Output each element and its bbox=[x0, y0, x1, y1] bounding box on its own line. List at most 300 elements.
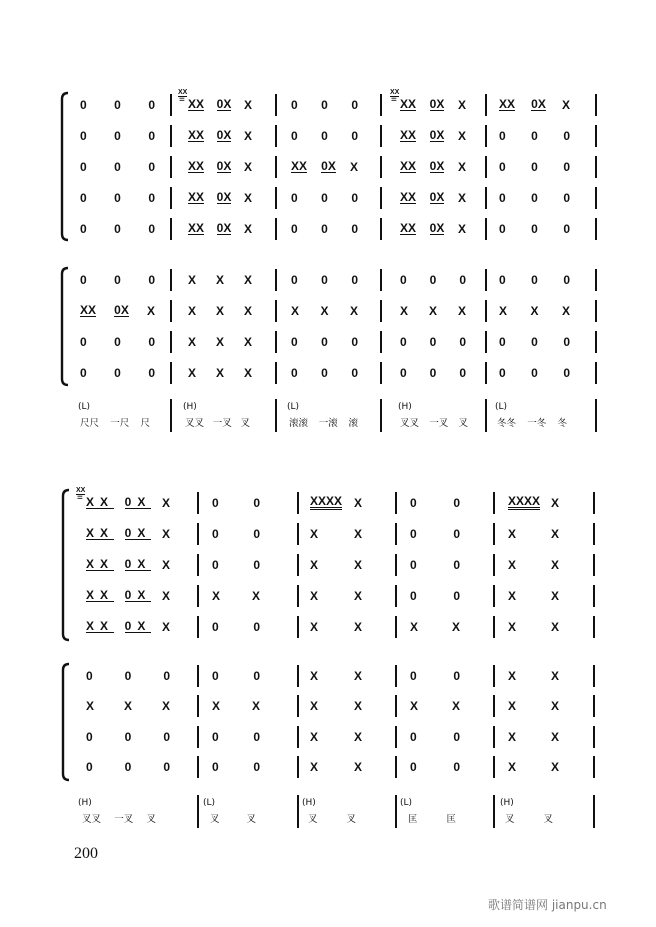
note-group: 0 bbox=[114, 272, 121, 287]
barline bbox=[297, 585, 299, 607]
note-group: 0 bbox=[114, 128, 121, 143]
note-group: X bbox=[353, 526, 362, 541]
barline bbox=[170, 331, 172, 353]
syllable: 一叉 bbox=[429, 418, 449, 429]
note-group: 0 bbox=[410, 759, 417, 774]
note-group: 0X bbox=[216, 190, 232, 204]
barline bbox=[595, 218, 597, 240]
barline bbox=[297, 554, 299, 576]
note-group: 0 bbox=[80, 159, 87, 174]
note-group: 0 bbox=[163, 729, 176, 744]
barline bbox=[485, 125, 487, 147]
note-group: 0 bbox=[80, 334, 87, 349]
note-group: XX bbox=[188, 221, 205, 235]
measure-cell bbox=[80, 303, 155, 319]
measure-cell bbox=[390, 89, 466, 113]
measure-cell bbox=[400, 221, 466, 237]
note-group: X bbox=[310, 668, 319, 683]
barline bbox=[197, 554, 199, 576]
note-group: 0 bbox=[114, 97, 121, 112]
barline bbox=[170, 399, 172, 432]
note-group: X bbox=[550, 759, 559, 774]
note-group: 0 bbox=[148, 159, 155, 174]
note-group: 0 bbox=[563, 128, 570, 143]
measure-cell bbox=[188, 365, 252, 381]
barline bbox=[395, 492, 397, 514]
system-bracket bbox=[62, 93, 68, 240]
note-group: 0 bbox=[321, 221, 328, 236]
measure-cell bbox=[178, 89, 252, 113]
note-group: 0 bbox=[80, 97, 87, 112]
measure-cell bbox=[80, 221, 155, 237]
measure-cell bbox=[508, 698, 559, 714]
syllable-line bbox=[505, 812, 553, 824]
note-group: 0 bbox=[453, 526, 460, 541]
note-group: XX bbox=[86, 495, 115, 509]
note-group: 0 bbox=[499, 365, 506, 380]
note-group: 0 bbox=[563, 190, 570, 205]
note-group: X bbox=[353, 495, 362, 510]
measure-cell bbox=[80, 97, 155, 113]
barline bbox=[197, 523, 199, 545]
note-group: 0 bbox=[212, 668, 219, 683]
barline bbox=[197, 695, 199, 717]
note-group: 0 bbox=[321, 334, 328, 349]
barline bbox=[485, 399, 487, 432]
barline bbox=[493, 756, 495, 778]
note-group: 0 bbox=[148, 365, 155, 380]
note-group: 0 bbox=[212, 557, 219, 572]
dynamic-mark: (L) bbox=[78, 402, 91, 412]
measure-cell bbox=[410, 759, 460, 775]
measure-cell bbox=[310, 698, 362, 714]
note-group: X bbox=[310, 729, 319, 744]
note-group: 0 bbox=[80, 128, 87, 143]
syllable: 尺尺 bbox=[80, 418, 100, 429]
syllable: 叉 bbox=[246, 814, 256, 825]
measure-cell bbox=[400, 128, 466, 144]
barline bbox=[275, 269, 277, 291]
barline bbox=[595, 125, 597, 147]
barline bbox=[170, 300, 172, 322]
note-group: X bbox=[457, 221, 466, 236]
barline bbox=[493, 665, 495, 687]
measure-cell bbox=[80, 365, 155, 381]
measure-cell bbox=[508, 729, 559, 745]
measure-cell bbox=[508, 526, 559, 542]
syllable: 叉 bbox=[505, 814, 515, 825]
note-group: X bbox=[508, 759, 517, 774]
barline bbox=[485, 187, 487, 209]
measure-cell bbox=[188, 221, 252, 237]
barline bbox=[275, 125, 277, 147]
measure-cell bbox=[410, 588, 460, 604]
syllable: 叉叉 bbox=[185, 418, 205, 429]
note-group: X bbox=[86, 698, 101, 713]
note-group: 0 bbox=[86, 729, 99, 744]
note-group: X bbox=[123, 698, 138, 713]
barline bbox=[170, 269, 172, 291]
note-group: X bbox=[188, 272, 197, 287]
note-group: 0 bbox=[148, 190, 155, 205]
barline bbox=[593, 523, 595, 545]
measure-cell bbox=[508, 759, 559, 775]
barline bbox=[593, 795, 595, 828]
note-group: XX bbox=[80, 303, 97, 317]
note-group: X bbox=[353, 729, 362, 744]
note-group: 0 bbox=[351, 272, 358, 287]
syllable: 滚 bbox=[348, 418, 358, 429]
measure-cell bbox=[508, 619, 559, 635]
system-bracket bbox=[62, 268, 68, 385]
note-group: X bbox=[550, 495, 559, 510]
barline bbox=[593, 554, 595, 576]
measure-cell bbox=[310, 619, 362, 635]
note-group: XX bbox=[400, 190, 417, 204]
note-group: X bbox=[310, 588, 319, 603]
note-group: X bbox=[550, 698, 559, 713]
note-group: X bbox=[251, 588, 260, 603]
site-watermark: 歌谱简谱网 jianpu.cn bbox=[488, 898, 607, 912]
note-group: 0 bbox=[563, 221, 570, 236]
note-group: 0X bbox=[429, 128, 445, 142]
note-group: 0 bbox=[499, 190, 506, 205]
measure-cell bbox=[188, 334, 252, 350]
measure-cell bbox=[212, 588, 260, 604]
note-group: XX bbox=[86, 557, 115, 571]
note-group: XX bbox=[188, 97, 205, 111]
syllable: 叉叉 bbox=[82, 814, 102, 825]
measure-cell bbox=[499, 365, 570, 381]
note-group: 0 bbox=[253, 619, 260, 634]
note-group: XX bbox=[86, 588, 115, 602]
barline bbox=[380, 125, 382, 147]
note-group: 0X bbox=[321, 159, 336, 173]
note-group: X bbox=[550, 619, 559, 634]
dynamic-mark: (H) bbox=[398, 402, 412, 412]
syllable: 冬冬 bbox=[497, 418, 517, 429]
measure-cell bbox=[410, 495, 460, 511]
barline bbox=[380, 269, 382, 291]
note-group: X bbox=[508, 588, 517, 603]
note-group: X bbox=[291, 303, 300, 318]
barline bbox=[170, 156, 172, 178]
measure-cell bbox=[410, 668, 460, 684]
note-group: X bbox=[215, 334, 224, 349]
measure-cell bbox=[76, 487, 176, 511]
barline bbox=[593, 695, 595, 717]
syllable-line bbox=[400, 416, 468, 428]
note-group: X bbox=[353, 619, 362, 634]
barline bbox=[493, 585, 495, 607]
dynamic-mark: (L) bbox=[400, 798, 413, 808]
barline bbox=[297, 695, 299, 717]
note-group: XXXX bbox=[310, 494, 343, 508]
note-group: X bbox=[400, 303, 409, 318]
note-group: 0 bbox=[80, 221, 87, 236]
note-group: 0 bbox=[410, 668, 417, 683]
note-group: 0 bbox=[80, 365, 87, 380]
barline bbox=[493, 554, 495, 576]
barline bbox=[275, 94, 277, 116]
note-group: 0 bbox=[148, 272, 155, 287]
note-group: 0 bbox=[212, 495, 219, 510]
note-group: X bbox=[561, 97, 570, 112]
barline bbox=[297, 795, 299, 828]
barline bbox=[593, 616, 595, 638]
note-group: 0 bbox=[148, 97, 155, 112]
barline bbox=[275, 300, 277, 322]
note-group: X bbox=[508, 526, 517, 541]
note-group: X bbox=[243, 221, 252, 236]
measure-cell bbox=[499, 221, 570, 237]
note-group: 0 bbox=[291, 128, 298, 143]
note-group: XX bbox=[188, 159, 205, 173]
barline bbox=[485, 218, 487, 240]
measure-cell bbox=[212, 759, 260, 775]
note-group: 0 bbox=[291, 190, 298, 205]
barline bbox=[595, 94, 597, 116]
note-group: 0X bbox=[124, 588, 152, 602]
measure-cell bbox=[310, 495, 362, 511]
note-group: XX bbox=[86, 619, 115, 633]
note-group: 0 bbox=[453, 588, 460, 603]
note-group: 0 bbox=[563, 159, 570, 174]
barline bbox=[595, 269, 597, 291]
measure-cell bbox=[400, 303, 466, 319]
barline bbox=[170, 94, 172, 116]
note-group: X bbox=[428, 303, 437, 318]
note-group: 0 bbox=[124, 759, 138, 774]
barline bbox=[395, 665, 397, 687]
barline bbox=[395, 695, 397, 717]
note-group: X bbox=[550, 557, 559, 572]
measure-cell bbox=[410, 557, 460, 573]
note-group: X bbox=[161, 698, 176, 713]
syllable: 匡 bbox=[408, 814, 418, 825]
syllable-line bbox=[185, 416, 250, 428]
note-group: 0 bbox=[321, 272, 328, 287]
note-group: 0 bbox=[212, 729, 219, 744]
note-group: X bbox=[353, 557, 362, 572]
note-group: 0 bbox=[291, 334, 298, 349]
tremolo-mark: ≡ bbox=[391, 94, 397, 105]
measure-cell bbox=[86, 759, 176, 775]
barline bbox=[275, 399, 277, 432]
measure-cell bbox=[400, 365, 466, 381]
measure-cell bbox=[188, 303, 252, 319]
note-group: 0 bbox=[531, 128, 538, 143]
syllable: 尺 bbox=[140, 418, 150, 429]
note-group: XX bbox=[188, 128, 205, 142]
note-group: X bbox=[243, 128, 252, 143]
note-group: 0 bbox=[351, 334, 358, 349]
barline bbox=[297, 726, 299, 748]
dynamic-mark: (H) bbox=[302, 798, 316, 808]
note-group: 0 bbox=[291, 365, 298, 380]
note-group: 0 bbox=[400, 334, 407, 349]
note-group: 0 bbox=[114, 221, 121, 236]
note-group: X bbox=[508, 557, 517, 572]
note-group: X bbox=[215, 272, 224, 287]
note-group: 0 bbox=[531, 159, 538, 174]
note-group: 0 bbox=[253, 526, 260, 541]
barline bbox=[297, 756, 299, 778]
barline bbox=[485, 300, 487, 322]
measure-cell bbox=[212, 729, 260, 745]
note-group: X bbox=[188, 334, 197, 349]
barline bbox=[595, 331, 597, 353]
tremolo-mark: ≡ bbox=[77, 492, 83, 503]
syllable: 叉 bbox=[146, 814, 156, 825]
barline bbox=[380, 300, 382, 322]
measure-cell bbox=[86, 619, 176, 635]
note-group: 0 bbox=[291, 97, 298, 112]
barline bbox=[593, 492, 595, 514]
barline bbox=[595, 187, 597, 209]
note-group: X bbox=[215, 303, 224, 318]
note-group: 0 bbox=[351, 190, 358, 205]
note-group: XX bbox=[499, 97, 516, 111]
measure-cell bbox=[86, 526, 176, 542]
note-group: 0X bbox=[124, 526, 152, 540]
syllable-line bbox=[210, 812, 256, 824]
note-group: 0 bbox=[253, 495, 260, 510]
barline bbox=[197, 756, 199, 778]
measure-cell bbox=[86, 557, 176, 573]
note-group: 0 bbox=[453, 668, 460, 683]
note-group: 0X bbox=[216, 221, 232, 235]
measure-cell bbox=[291, 303, 358, 319]
barline bbox=[595, 156, 597, 178]
grace-notes: XX bbox=[390, 89, 400, 96]
measure-cell bbox=[508, 495, 559, 511]
note-group: 0 bbox=[351, 365, 358, 380]
measure-cell bbox=[212, 619, 260, 635]
note-group: 0 bbox=[212, 526, 219, 541]
note-group: X bbox=[353, 759, 362, 774]
measure-cell bbox=[212, 557, 260, 573]
measure-cell bbox=[499, 97, 570, 113]
note-group: 0 bbox=[410, 526, 417, 541]
note-group: X bbox=[508, 729, 517, 744]
dynamic-mark: (L) bbox=[287, 402, 300, 412]
note-group: X bbox=[161, 557, 176, 572]
measure-cell bbox=[310, 588, 362, 604]
note-group: X bbox=[410, 619, 419, 634]
note-group: 0 bbox=[80, 190, 87, 205]
grace-notes: XX bbox=[76, 487, 86, 494]
note-group: 0X bbox=[429, 221, 445, 235]
barline bbox=[395, 523, 397, 545]
note-group: 0 bbox=[163, 668, 176, 683]
note-group: 0 bbox=[499, 334, 506, 349]
measure-cell bbox=[188, 159, 252, 175]
syllable: 叉叉 bbox=[400, 418, 420, 429]
note-group: 0 bbox=[459, 334, 466, 349]
measure-cell bbox=[508, 668, 559, 684]
syllable-line bbox=[289, 416, 358, 428]
note-group: 0 bbox=[253, 759, 260, 774]
note-group: X bbox=[508, 698, 517, 713]
note-group: X bbox=[508, 668, 517, 683]
barline bbox=[493, 795, 495, 828]
note-group: X bbox=[212, 698, 221, 713]
note-group: 0 bbox=[563, 365, 570, 380]
note-group: 0X bbox=[216, 128, 232, 142]
note-group: X bbox=[243, 97, 252, 112]
syllable: 冬 bbox=[557, 418, 567, 429]
note-group: 0 bbox=[321, 97, 328, 112]
note-group: 0 bbox=[499, 159, 506, 174]
note-group: 0X bbox=[429, 190, 445, 204]
note-group: X bbox=[499, 303, 508, 318]
note-group: 0 bbox=[429, 334, 437, 349]
measure-cell bbox=[400, 334, 466, 350]
note-group: 0 bbox=[114, 365, 121, 380]
barline bbox=[275, 331, 277, 353]
measure-cell bbox=[410, 619, 460, 635]
note-group: 0 bbox=[351, 221, 358, 236]
note-group: 0 bbox=[531, 221, 538, 236]
barline bbox=[593, 665, 595, 687]
measure-cell bbox=[86, 668, 176, 684]
note-group: 0 bbox=[124, 729, 138, 744]
note-group: 0 bbox=[148, 334, 155, 349]
measure-cell bbox=[410, 729, 460, 745]
barline bbox=[197, 492, 199, 514]
note-group: 0 bbox=[163, 759, 176, 774]
note-group: X bbox=[310, 759, 319, 774]
note-group: X bbox=[243, 159, 252, 174]
note-group: 0X bbox=[216, 159, 232, 173]
note-group: X bbox=[320, 303, 329, 318]
system-bracket bbox=[63, 664, 69, 780]
note-group: 0 bbox=[253, 668, 260, 683]
note-group: X bbox=[146, 303, 155, 318]
syllable-line bbox=[80, 416, 150, 428]
syllable: 叉 bbox=[308, 814, 318, 825]
note-group: 0 bbox=[148, 128, 155, 143]
note-group: 0 bbox=[321, 190, 328, 205]
note-group: XX bbox=[291, 159, 308, 173]
note-group: X bbox=[451, 698, 460, 713]
note-group: 0 bbox=[531, 190, 538, 205]
note-group: 0 bbox=[114, 190, 121, 205]
barline bbox=[380, 94, 382, 116]
note-group: X bbox=[215, 365, 224, 380]
note-group: 0 bbox=[351, 97, 358, 112]
note-group: 0 bbox=[410, 729, 417, 744]
note-group: 0 bbox=[410, 495, 417, 510]
note-group: 0 bbox=[531, 334, 538, 349]
measure-cell bbox=[212, 495, 260, 511]
measure-cell bbox=[310, 668, 362, 684]
note-group: 0X bbox=[429, 97, 445, 111]
measure-cell bbox=[310, 729, 362, 745]
note-group: X bbox=[243, 334, 252, 349]
barline bbox=[493, 695, 495, 717]
dynamic-mark: (H) bbox=[78, 798, 92, 808]
barline bbox=[275, 187, 277, 209]
measure-cell bbox=[499, 190, 570, 206]
note-group: X bbox=[188, 365, 197, 380]
note-group: 0 bbox=[86, 668, 99, 683]
note-group: X bbox=[457, 97, 466, 112]
syllable-line bbox=[497, 416, 567, 428]
note-group: 0 bbox=[86, 759, 99, 774]
dynamic-mark: (L) bbox=[203, 798, 216, 808]
